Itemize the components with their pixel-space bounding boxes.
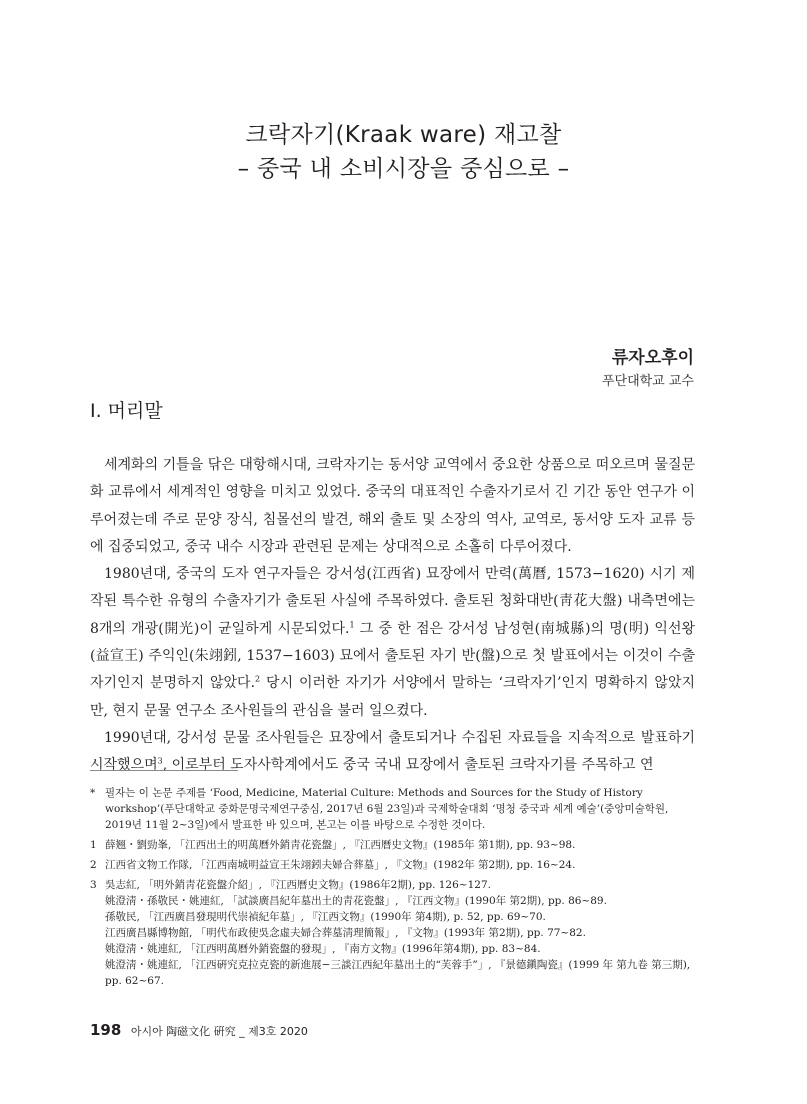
section-heading: Ⅰ. 머리말 bbox=[90, 400, 163, 422]
footnote-line: 姚澄淸・姚連紅, 「江西硏究克拉克瓷的新進展−三談江西紀年墓出土的“芙蓉手”」, 『景德鎭陶瓷』(1999 年 第九卷 第三期), pp. 62~67. bbox=[105, 959, 691, 987]
footnote-number: * bbox=[90, 787, 96, 799]
footnote-line: 江西省文物工作隊, 「江西南城明益宣王朱翊鈏夫婦合葬墓」, 『文物』(1982年 第2期), pp. 16~24. bbox=[105, 859, 576, 871]
paper-title bbox=[0, 118, 807, 186]
footnote-line: 江西廣昌縣博物館, 「明代布政使吳念虛夫婦合葬墓淸理簡報」, 『文物』(1993年 第2期), pp. 77~82. bbox=[105, 927, 586, 939]
paragraph-1-text: 세계화의 기틀을 닦은 대항해시대, 크락자기는 동서양 교역에서 중요한 상품으로 떠오르며 물질문화 교류에서 세계적인 영향을 미치고 있었다. 중국의 대표적인 수출자기로서 긴 기간 동안 연구가 이루어졌는데 주로 문양 장식, 침몰선의 발견, 해외 출토 및 소장의 역사, 교역로, 동서양 도자 교류 등에 집중되었고, 중국 내수 시장과 관련된 문제는 상대적으로 소홀히 다루어졌다. bbox=[90, 457, 695, 555]
body-text bbox=[90, 452, 695, 780]
footnote-item bbox=[90, 837, 695, 853]
footnote-item bbox=[90, 785, 695, 833]
author-name: 류자오후이 bbox=[611, 348, 694, 368]
footnote-divider bbox=[90, 770, 238, 771]
paragraph-3 bbox=[90, 725, 695, 780]
title-line-1: 크락자기(Kraak ware) 재고찰 bbox=[245, 122, 562, 148]
title-line-2: – 중국 내 소비시장을 중심으로 – bbox=[237, 156, 570, 182]
paragraph-2 bbox=[90, 561, 695, 725]
paragraph-2-text-a: 1980년대, 중국의 도자 연구자들은 강서성(江西省) 묘장에서 만력(萬曆, 1573−1620) 시기 제작된 특수한 유형의 수출자기가 출토된 사실에 주목하였다. 출토된 청화대반(靑花大盤) 내측면에는 8개의 개광(開光)이 균일하게 시문되었다. bbox=[90, 566, 695, 637]
footnote-number: 3 bbox=[90, 879, 97, 891]
author-block bbox=[602, 346, 694, 392]
footnote-item bbox=[90, 857, 695, 873]
paragraph-3-text-b: , 이로부터 도자사학계에서도 중국 국내 묘장에서 출토된 크락자기를 주목하고 연 bbox=[162, 757, 654, 774]
footnote-ref-2[interactable]: 2 bbox=[255, 674, 261, 684]
author-affiliation: 푸단대학교 교수 bbox=[601, 374, 694, 389]
journal-name: 아시아 陶磁文化 硏究 _ 제3호 2020 bbox=[130, 1025, 308, 1038]
paragraph-2-text-c: 당시 이러한 자기가 서양에서 말하는 ‘크락자기’인지 명확하지 않았지만, 현지 문물 연구소 조사원들의 관심을 불러 일으켰다. bbox=[90, 675, 695, 719]
footnote-body bbox=[105, 857, 695, 873]
footnote-line: 姚澄淸・孫敬民・姚連紅, 「試談廣昌紀年墓出土的靑花瓷盤」, 『江西文物』(1990年 第2期), pp. 86~89. bbox=[105, 895, 607, 907]
page-number: 198 bbox=[90, 1021, 122, 1039]
footnote-line: 孫敬民, 「江西廣昌發現明代崇禎紀年墓」, 『江西文物』(1990年 第4期), p. 52, pp. 69~70. bbox=[105, 911, 546, 923]
footnote-ref-3[interactable]: 3 bbox=[157, 756, 163, 766]
footnote-ref-1[interactable]: 1 bbox=[349, 620, 355, 630]
footnote-item bbox=[90, 877, 695, 989]
paragraph-2-text-b: 그 중 한 점은 강서성 남성현(南城縣)의 명(明) 익선왕(益宣王) 주익인(朱翊鈏, 1537−1603) 묘에서 출토된 자기 반(盤)으로 첫 발표에서는 이것이 수출자기인지 분명하지 않았다. bbox=[90, 620, 695, 692]
footnote-body bbox=[105, 877, 695, 989]
footnote-body bbox=[105, 837, 695, 853]
footnote-line: 薛翘・劉勁峯, 「江西出土的明萬曆外銷靑花瓷盤」, 『江西曆史文物』(1985年 第1期), pp. 93~98. bbox=[105, 839, 576, 851]
footnote-line: 姚澄淸・姚連紅, 「江西明萬曆外銷瓷盤的發現」, 『南方文物』(1996年第4期), pp. 83~84. bbox=[105, 943, 541, 955]
footnotes bbox=[90, 785, 695, 993]
paragraph-3-text-a: 1990년대, 강서성 문물 조사원들은 묘장에서 출토되거나 수집된 자료들을 지속적으로 발표하기 시작했으며 bbox=[90, 729, 695, 774]
footnote-body bbox=[105, 785, 695, 833]
footnote-line: 吳志紅, 「明外銷靑花瓷盤介紹」, 『江西曆史文物』(1986年2期), pp. 126~127. bbox=[105, 879, 491, 891]
footnote-number: 2 bbox=[90, 859, 97, 871]
page-footer bbox=[90, 1021, 308, 1041]
footnote-line: 필자는 이 논문 주제를 ‘Food, Medicine, Material Culture: Methods and Sources for the Study of History workshop’(푸단대학교 중화문명국제연구중심, 2017년 6월 23일)과 국제학술대회 ‘명청 중국과 세계 예술’(중앙미술학원, 2019년 11월 2~3일)에서 발표한 바 있으며, 본고는 이를 바탕으로 수정한 것이다. bbox=[105, 787, 669, 831]
paragraph-1 bbox=[90, 452, 695, 561]
footnote-number: 1 bbox=[90, 839, 97, 851]
